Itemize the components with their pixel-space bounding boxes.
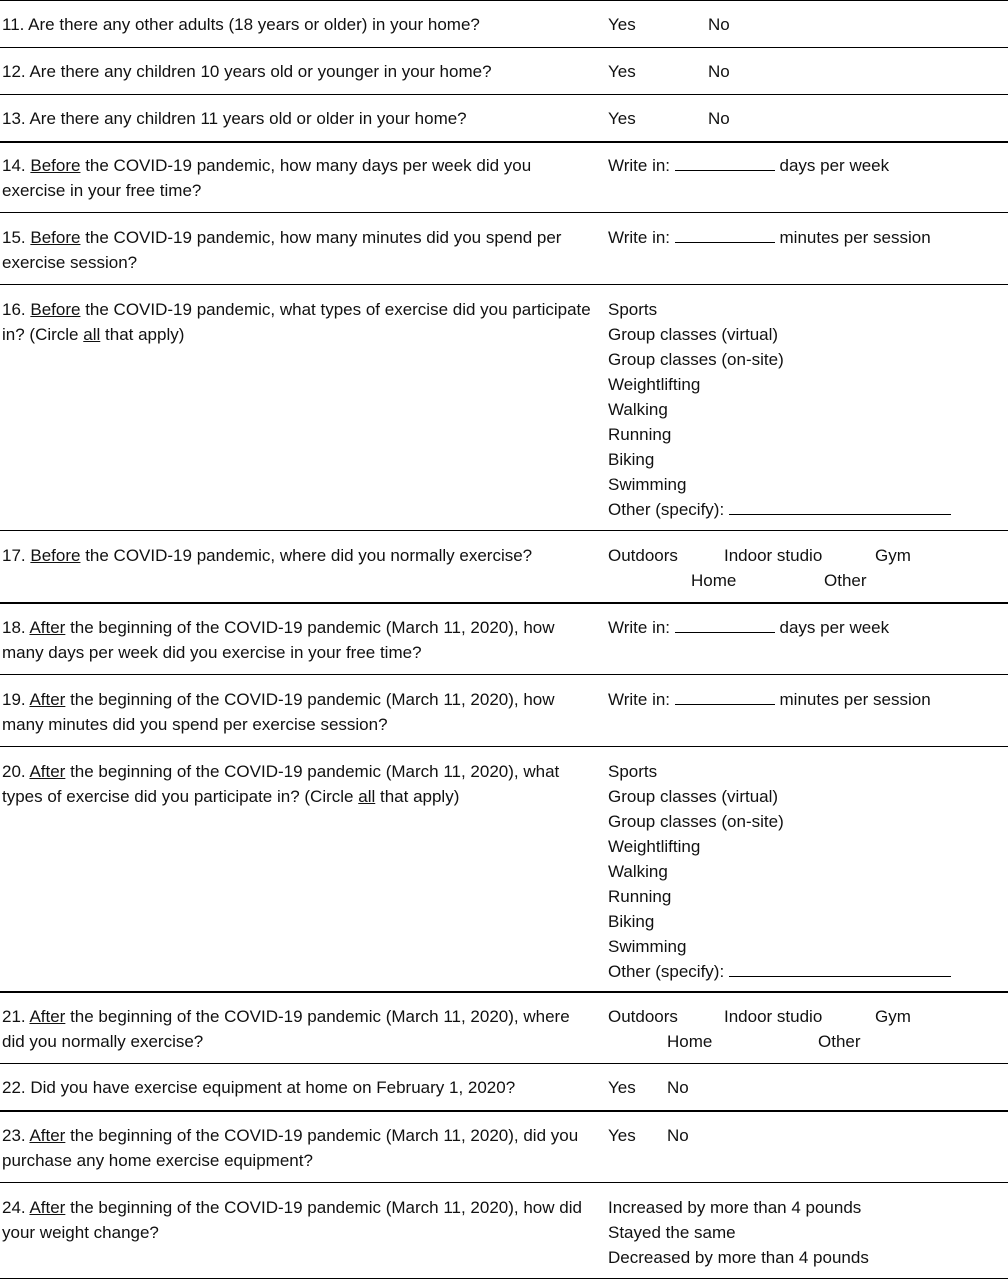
question-11 bbox=[2, 12, 592, 37]
option-no[interactable]: No bbox=[667, 1126, 689, 1145]
option-outdoors[interactable]: Outdoors bbox=[608, 1007, 678, 1026]
question-text: the COVID-19 pandemic, how many days per week did you exercise in your free time? bbox=[2, 156, 532, 200]
question-emphasis: After bbox=[29, 690, 66, 709]
option-increased[interactable]: Increased by more than 4 pounds bbox=[608, 1198, 862, 1217]
option-sports[interactable]: Sports bbox=[608, 762, 658, 781]
option-no[interactable]: No bbox=[667, 1078, 689, 1097]
option-weightlifting[interactable]: Weightlifting bbox=[608, 837, 701, 856]
question-text: Are there any other adults (18 years or older) in your home? bbox=[28, 15, 480, 34]
question-22 bbox=[2, 1075, 592, 1100]
option-indoor-studio[interactable]: Indoor studio bbox=[724, 546, 823, 565]
row-divider bbox=[0, 0, 1008, 1]
weight-change-options bbox=[608, 1195, 1008, 1270]
other-specify-field[interactable] bbox=[729, 497, 951, 515]
question-text: Are there any children 11 years old or older in your home? bbox=[29, 109, 467, 128]
option-swimming[interactable]: Swimming bbox=[608, 475, 687, 494]
option-group-virtual[interactable]: Group classes (virtual) bbox=[608, 787, 779, 806]
write-in-days bbox=[608, 615, 1008, 640]
row-divider bbox=[0, 1278, 1008, 1279]
question-number: 22. bbox=[2, 1078, 26, 1097]
question-number: 19. bbox=[2, 690, 26, 709]
row-divider bbox=[0, 141, 1008, 143]
question-23 bbox=[2, 1123, 592, 1173]
option-group-onsite[interactable]: Group classes (on-site) bbox=[608, 812, 784, 831]
question-number: 15. bbox=[2, 228, 26, 247]
option-no[interactable]: No bbox=[708, 62, 730, 81]
question-number: 24. bbox=[2, 1198, 26, 1217]
row-divider bbox=[0, 1182, 1008, 1183]
question-text: the COVID-19 pandemic, how many minutes did you spend per exercise session? bbox=[2, 228, 562, 272]
option-gym[interactable]: Gym bbox=[875, 1007, 911, 1026]
write-in-field[interactable] bbox=[675, 687, 775, 705]
exercise-type-options bbox=[608, 297, 1008, 522]
write-in-days bbox=[608, 153, 1008, 178]
question-18 bbox=[2, 615, 592, 665]
question-number: 17. bbox=[2, 546, 26, 565]
option-gym[interactable]: Gym bbox=[875, 546, 911, 565]
option-no[interactable]: No bbox=[708, 15, 730, 34]
question-15 bbox=[2, 225, 592, 275]
write-in-field[interactable] bbox=[675, 615, 775, 633]
question-16 bbox=[2, 297, 592, 347]
question-24 bbox=[2, 1195, 592, 1245]
row-divider bbox=[0, 212, 1008, 213]
option-decreased[interactable]: Decreased by more than 4 pounds bbox=[608, 1248, 869, 1267]
question-emphasis: After bbox=[29, 762, 66, 781]
question-text: the COVID-19 pandemic, where did you normally exercise? bbox=[85, 546, 533, 565]
question-text: the beginning of the COVID-19 pandemic (March 11, 2020), what types of exercise did you participate in? (Circle bbox=[2, 762, 560, 806]
row-divider bbox=[0, 602, 1008, 604]
option-group-virtual[interactable]: Group classes (virtual) bbox=[608, 325, 779, 344]
option-indoor-studio[interactable]: Indoor studio bbox=[724, 1007, 823, 1026]
question-emphasis: After bbox=[29, 1007, 66, 1026]
question-14 bbox=[2, 153, 592, 203]
question-13 bbox=[2, 106, 592, 131]
option-other[interactable]: Other bbox=[824, 571, 867, 590]
question-number: 23. bbox=[2, 1126, 26, 1145]
option-other-label[interactable]: Other (specify): bbox=[608, 500, 725, 519]
question-emphasis: all bbox=[83, 325, 101, 344]
question-17 bbox=[2, 543, 592, 568]
row-divider bbox=[0, 746, 1008, 747]
write-in-label: Write in: bbox=[608, 618, 671, 637]
write-in-field[interactable] bbox=[675, 225, 775, 243]
write-in-unit: minutes per session bbox=[779, 228, 931, 247]
write-in-label: Write in: bbox=[608, 690, 671, 709]
write-in-field[interactable] bbox=[675, 153, 775, 171]
option-swimming[interactable]: Swimming bbox=[608, 937, 687, 956]
option-same[interactable]: Stayed the same bbox=[608, 1223, 736, 1242]
question-emphasis: After bbox=[29, 618, 66, 637]
row-divider bbox=[0, 991, 1008, 993]
option-yes[interactable]: Yes bbox=[608, 15, 636, 34]
option-biking[interactable]: Biking bbox=[608, 450, 655, 469]
option-running[interactable]: Running bbox=[608, 887, 672, 906]
question-number: 18. bbox=[2, 618, 26, 637]
question-20 bbox=[2, 759, 592, 809]
question-emphasis: Before bbox=[30, 300, 81, 319]
write-in-minutes bbox=[608, 225, 1008, 250]
write-in-unit: minutes per session bbox=[779, 690, 931, 709]
option-yes[interactable]: Yes bbox=[608, 62, 636, 81]
write-in-unit: days per week bbox=[779, 156, 890, 175]
question-text: that apply) bbox=[105, 325, 185, 344]
option-sports[interactable]: Sports bbox=[608, 300, 658, 319]
option-other[interactable]: Other bbox=[818, 1032, 861, 1051]
question-text: the beginning of the COVID-19 pandemic (March 11, 2020), where did you normally exercise? bbox=[2, 1007, 570, 1051]
question-12 bbox=[2, 59, 592, 84]
row-divider bbox=[0, 1110, 1008, 1112]
question-text: Did you have exercise equipment at home on February 1, 2020? bbox=[30, 1078, 516, 1097]
option-group-onsite[interactable]: Group classes (on-site) bbox=[608, 350, 784, 369]
option-yes[interactable]: Yes bbox=[608, 1078, 636, 1097]
option-walking[interactable]: Walking bbox=[608, 400, 668, 419]
write-in-label: Write in: bbox=[608, 156, 671, 175]
option-other-label[interactable]: Other (specify): bbox=[608, 962, 725, 981]
row-divider bbox=[0, 1063, 1008, 1064]
row-divider bbox=[0, 47, 1008, 48]
question-emphasis: all bbox=[358, 787, 376, 806]
question-emphasis: Before bbox=[30, 156, 81, 175]
option-outdoors[interactable]: Outdoors bbox=[608, 546, 678, 565]
question-number: 21. bbox=[2, 1007, 26, 1026]
write-in-unit: days per week bbox=[779, 618, 890, 637]
question-number: 16. bbox=[2, 300, 26, 319]
option-other bbox=[608, 959, 1008, 984]
question-text: the beginning of the COVID-19 pandemic (March 11, 2020), did you purchase any home exercise equipment? bbox=[2, 1126, 579, 1170]
question-text: Are there any children 10 years old or younger in your home? bbox=[29, 62, 492, 81]
option-weightlifting[interactable]: Weightlifting bbox=[608, 375, 701, 394]
row-divider bbox=[0, 530, 1008, 531]
question-number: 11. bbox=[2, 15, 25, 34]
option-yes[interactable]: Yes bbox=[608, 1126, 636, 1145]
question-text: that apply) bbox=[379, 787, 460, 806]
option-yes[interactable]: Yes bbox=[608, 109, 636, 128]
row-divider bbox=[0, 94, 1008, 95]
option-other bbox=[608, 497, 1008, 522]
question-text: the beginning of the COVID-19 pandemic (March 11, 2020), how did your weight change? bbox=[2, 1198, 582, 1242]
question-emphasis: Before bbox=[30, 546, 81, 565]
question-text: the beginning of the COVID-19 pandemic (March 11, 2020), how many days per week did you exercise in your free time? bbox=[2, 618, 555, 662]
option-no[interactable]: No bbox=[708, 109, 730, 128]
write-in-label: Write in: bbox=[608, 228, 671, 247]
question-emphasis: After bbox=[29, 1198, 66, 1217]
option-running[interactable]: Running bbox=[608, 425, 672, 444]
question-number: 20. bbox=[2, 762, 26, 781]
exercise-type-options bbox=[608, 759, 1008, 984]
question-21 bbox=[2, 1004, 592, 1054]
question-number: 14. bbox=[2, 156, 26, 175]
question-text: the COVID-19 pandemic, what types of exercise did you participate in? (Circle bbox=[2, 300, 591, 344]
option-home[interactable]: Home bbox=[667, 1032, 713, 1051]
other-specify-field[interactable] bbox=[729, 959, 951, 977]
option-walking[interactable]: Walking bbox=[608, 862, 668, 881]
question-number: 13. bbox=[2, 109, 26, 128]
question-emphasis: Before bbox=[30, 228, 81, 247]
question-19 bbox=[2, 687, 592, 737]
question-number: 12. bbox=[2, 62, 26, 81]
question-text: the beginning of the COVID-19 pandemic (March 11, 2020), how many minutes did you spend per exercise session? bbox=[2, 690, 555, 734]
row-divider bbox=[0, 284, 1008, 285]
option-biking[interactable]: Biking bbox=[608, 912, 655, 931]
write-in-minutes bbox=[608, 687, 1008, 712]
question-emphasis: After bbox=[29, 1126, 66, 1145]
option-home[interactable]: Home bbox=[691, 571, 737, 590]
row-divider bbox=[0, 674, 1008, 675]
